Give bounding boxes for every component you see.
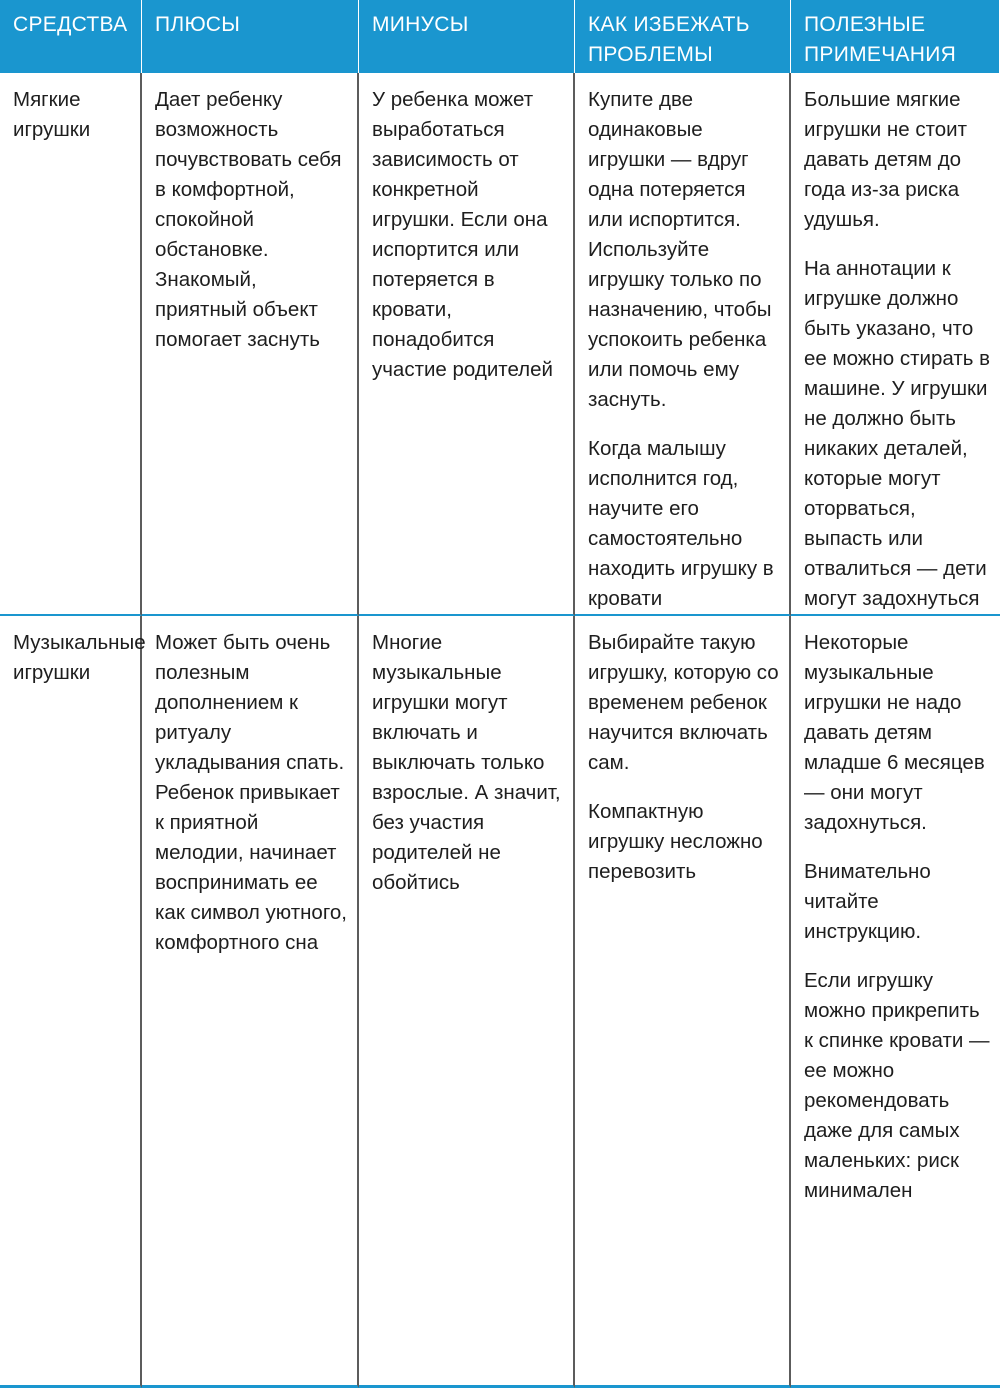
header-avoid-problems: КАК ИЗБЕЖАТЬ ПРОБЛЕМЫ [575, 0, 791, 73]
notes-paragraph: Внимательно читайте инструкцию. [804, 860, 931, 943]
row-soft-toys-name: Мягкие игрушки [0, 73, 142, 616]
row-musical-toys-avoid [575, 616, 791, 1388]
notes-paragraph: На аннотации к игрушке должно быть указано, что ее можно стирать в машине. У игрушки не должно быть никаких деталей, которые могут оторваться, выпасть или отвалиться — дети могут задохнуться [804, 257, 990, 610]
notes-paragraph: Некоторые музыкальные игрушки не надо давать детям младше 6 месяцев — они могут задохнуться. [804, 631, 985, 834]
row-soft-toys-cons: У ребенка может выработаться зависимость от конкретной игрушки. Если она испортится или потеряется в кровати, понадобится участие родителей [359, 73, 575, 616]
avoid-paragraph: Выбирайте такую игрушку, которую со временем ребенок научится включать сам. [588, 631, 779, 774]
row-musical-toys-notes [791, 616, 1000, 1388]
header-means: СРЕДСТВА [0, 0, 142, 73]
row-musical-toys-cons: Многие музыкальные игрушки могут включать и выключать только взрослые. А значит, без участия родителей не обойтись [359, 616, 575, 1388]
header-pros: ПЛЮСЫ [142, 0, 359, 73]
header-cons: МИНУСЫ [359, 0, 575, 73]
notes-paragraph: Если игрушку можно прикрепить к спинке кровати — ее можно рекомендовать даже для самых маленьких: риск минимален [804, 969, 990, 1202]
notes-paragraph: Большие мягкие игрушки не стоит давать детям до года из-за риска удушья. [804, 88, 967, 231]
row-musical-toys-pros: Может быть очень полезным дополнением к ритуалу укладывания спать. Ребенок привыкает к приятной мелодии, начинает воспринимать ее как символ уютного, комфортного сна [142, 616, 359, 1388]
row-soft-toys-pros: Дает ребенку возможность почувствовать себя в комфортной, спокойной обстановке. Знакомый, приятный объект помогает заснуть [142, 73, 359, 616]
row-musical-toys-name: Музыкальные игрушки [0, 616, 142, 1388]
header-useful-notes: ПОЛЕЗНЫЕ ПРИМЕЧАНИЯ [791, 0, 1000, 73]
avoid-paragraph: Купите две одинаковые игрушки — вдруг одна потеряется или испортится. Используйте игрушку только по назначению, чтобы успокоить ребенка или помочь ему заснуть. [588, 88, 772, 411]
row-soft-toys-notes [791, 73, 1000, 616]
avoid-paragraph: Когда малышу исполнится год, научите его самостоятельно находить игрушку в кровати [588, 437, 774, 610]
avoid-paragraph: Компактную игрушку несложно перевозить [588, 800, 763, 883]
row-soft-toys-avoid [575, 73, 791, 616]
